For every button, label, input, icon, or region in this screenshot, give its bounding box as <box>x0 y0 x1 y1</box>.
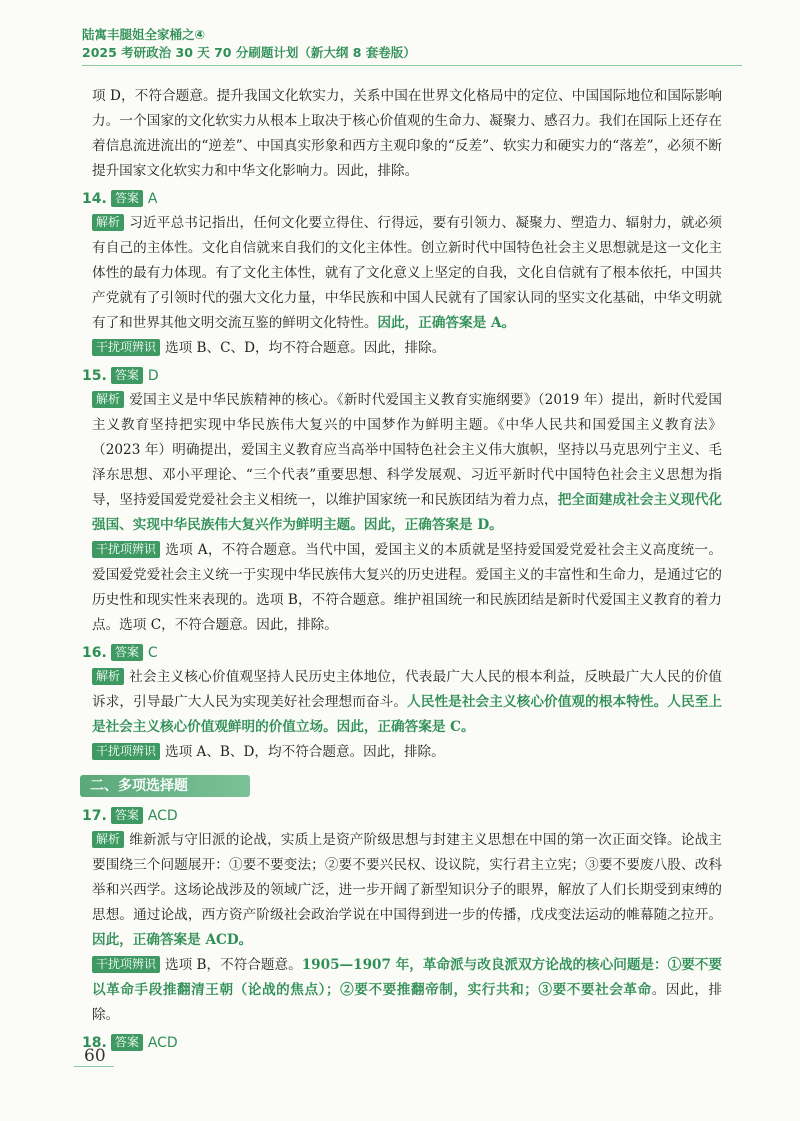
analysis-text: 维新派与守旧派的论战，实质上是资产阶级思想与封建主义思想在中国的第一次正面交锋。论战主要围绕三个问题展开：①要不要变法；②要不要兴民权、设议院，实行君主立宪；③要不要废八股、改科举和兴西学。这场论战涉及的领域广泛，进一步开阔了新型知识分子的眼界，解放了人们长期受到束缚的思想。通过论战，西方资产阶级社会政治学说在中国得到进一步的传播，戊戌变法运动的帷幕随之拉开。 <box>92 832 722 923</box>
analysis-highlight: 把全面建成社会主义现代化强国、实现中华民族伟大复兴作为鲜明主题。因此，正确答案是 D。 <box>92 492 723 533</box>
section-heading: 二、多项选择题 <box>80 775 250 797</box>
question-17-distractor <box>92 953 722 1028</box>
page-header <box>82 26 742 66</box>
page-footer <box>84 1046 106 1066</box>
analysis-tag: 解析 <box>92 214 124 231</box>
answer-value: A <box>147 190 158 207</box>
question-number: 14. <box>82 190 107 207</box>
analysis-tag: 解析 <box>92 391 124 408</box>
question-16-answer-line <box>82 640 722 665</box>
answer-tag: 答案 <box>111 1034 143 1051</box>
distractor-tag: 干扰项辨识 <box>92 541 160 558</box>
question-16-analysis <box>92 665 722 740</box>
question-15-answer-line <box>82 363 722 388</box>
distractor-text: 选项 B，不符合题意。 <box>165 957 302 973</box>
question-number: 16. <box>82 644 107 661</box>
question-15-distractor <box>92 538 722 638</box>
question-17-answer-line <box>82 803 722 828</box>
distractor-tag: 干扰项辨识 <box>92 339 160 356</box>
question-14-distractor <box>92 336 722 361</box>
page-number: 60 <box>84 1046 106 1066</box>
distractor-text: 选项 B、C、D，均不符合题意。因此，排除。 <box>165 340 446 356</box>
answer-value: C <box>147 644 158 661</box>
question-14-analysis <box>92 211 722 336</box>
answer-value: ACD <box>147 807 178 824</box>
answer-tag: 答案 <box>111 367 143 384</box>
analysis-text: 社会主义核心价值观坚持人民历史主体地位，代表最广大人民的根本利益，反映最广大人民的价值诉求，引导最广大人民为实现美好社会理想而奋斗。 <box>92 669 722 710</box>
analysis-text: 爱国主义是中华民族精神的核心。《新时代爱国主义教育实施纲要》（2019 年）提出，新时代爱国主义教育坚持把实现中华民族伟大复兴的中国梦作为鲜明主题。《中华人民共和国爱国主义教育法》（2023 年）明确提出，爱国主义教育应当高举中国特色社会主义伟大旗帜，坚持以马克思列宁主义、毛泽东思想、邓小平理论、“三个代表”重要思想、科学发展观、习近平新时代中国特色社会主义思想为指导，坚持爱国爱党爱社会主义相统一，以维护国家统一和民族团结为着力点， <box>92 392 722 508</box>
analysis-highlight: 因此，正确答案是 ACD。 <box>92 932 253 948</box>
analysis-highlight: 人民性是社会主义核心价值观的根本特性。人民至上是社会主义核心价值观鲜明的价值立场。因此，正确答案是 C。 <box>92 694 723 735</box>
distractor-tag: 干扰项辨识 <box>92 956 160 973</box>
answer-value: D <box>147 367 159 384</box>
answer-tag: 答案 <box>111 807 143 824</box>
distractor-text: 选项 A，不符合题意。当代中国，爱国主义的本质就是坚持爱国爱党爱社会主义高度统一。爱国爱党爱社会主义统一于实现中华民族伟大复兴的历史进程。爱国主义的丰富性和生命力，是通过它的历史性和现实性来表现的。选项 B，不符合题意。维护祖国统一和民族团结是新时代爱国主义教育的着力点。选项 C，不符合题意。因此，排除。 <box>92 542 722 633</box>
distractor-text: 选项 A、B、D，均不符合题意。因此，排除。 <box>165 744 445 760</box>
main-content <box>82 84 723 1055</box>
question-14-answer-line <box>82 186 722 211</box>
question-17-analysis <box>92 828 722 953</box>
question-number: 18. <box>82 1034 107 1051</box>
series-title: 陆寓丰腿姐全家桶之④ <box>82 27 206 42</box>
question-16-distractor <box>92 740 722 765</box>
distractor-highlight: 1905—1907 年，革命派与改良派双方论战的核心问题是：①要不要以革命手段推翻清王朝（论战的焦点）；②要不要推翻帝制，实行共和；③要不要社会革命 <box>92 957 722 998</box>
question-number: 17. <box>82 807 107 824</box>
book-title: 2025 考研政治 30 天 70 分刷题计划（新大纲 8 套卷版） <box>82 45 416 60</box>
analysis-text: 习近平总书记指出，任何文化要立得住、行得远，要有引领力、凝聚力、塑造力、辐射力，就必须有自己的主体性。文化自信就来自我们的文化主体性。创立新时代中国特色社会主义思想就是这一文化主体性的最有力体现。有了文化主体性，就有了文化意义上坚定的自我，文化自信就有了根本依托，中国共产党就有了引领时代的强大文化力量，中华民族和中国人民就有了国家认同的坚实文化基础，中华文明就有了和世界其他文明交流互鉴的鲜明文化特性。 <box>92 215 722 331</box>
intro-paragraph: 项 D，不符合题意。提升我国文化软实力，关系中国在世界文化格局中的定位、中国国际地位和国际影响力。一个国家的文化软实力从根本上取决于核心价值观的生命力、凝聚力、感召力。我们在国际上还存在着信息流进流出的“逆差”、中国真实形象和西方主观印象的“反差”、软实力和硬实力的“落差”，必须不断提升国家文化软实力和中华文化影响力。因此，排除。 <box>92 88 722 179</box>
question-18-answer-line <box>82 1030 722 1055</box>
analysis-tag: 解析 <box>92 831 124 848</box>
analysis-highlight: 因此，正确答案是 A。 <box>377 315 516 331</box>
answer-value: ACD <box>147 1034 178 1051</box>
answer-tag: 答案 <box>111 190 143 207</box>
footer-divider <box>74 1066 114 1067</box>
analysis-tag: 解析 <box>92 668 124 685</box>
distractor-tag: 干扰项辨识 <box>92 743 160 760</box>
distractor-text-end: 。因此，排除。 <box>92 982 722 1023</box>
header-divider <box>82 65 742 66</box>
question-number: 15. <box>82 367 107 384</box>
question-15-analysis <box>92 388 722 538</box>
answer-tag: 答案 <box>111 644 143 661</box>
